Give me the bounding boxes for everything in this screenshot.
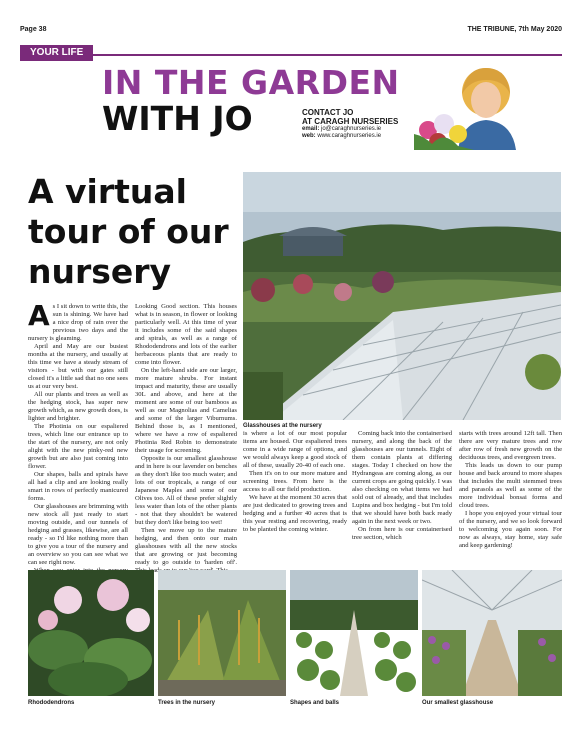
article-column-4	[352, 430, 452, 565]
caption-smallest-glasshouse: Our smallest glasshouse	[422, 700, 494, 706]
article-column-3	[243, 430, 347, 565]
caption-shapes-balls: Shapes and balls	[290, 700, 340, 706]
column-masthead	[20, 64, 562, 150]
paragraph: We have at the moment 30 acres that are just dedicated to growing trees and hedging and a further 40 acres that is this year resting and recovering, ready to be planted the coming winter.	[243, 494, 347, 533]
contact-line1: CONTACT JO	[302, 108, 354, 117]
top-bar	[20, 24, 562, 36]
article-column-5	[459, 430, 562, 565]
photo-shapes-balls	[290, 570, 418, 696]
article-column-1	[28, 299, 128, 566]
paragraph: starts with trees around 12ft tall. Then there are very mature trees and row after row of fresh new growth on the deciduous trees, and evergreen trees.	[459, 430, 562, 461]
paragraph: As I sit down to write this, the sun is shining. We have had a nice drop of rain over the previous two days and the nursery is gleaming.	[28, 299, 128, 342]
web-address[interactable]: www.caraghnurseries.ie	[317, 133, 382, 139]
web-label: web:	[302, 133, 316, 139]
photo-smallest-glasshouse	[422, 570, 562, 696]
paragraph: The Photinia on our espaliered trees, which line our entrance up to the start of the nursery, are not only alight with the new pinky-red new growth but are also just coming into flower.	[28, 423, 128, 470]
paragraph: April and May are our busiest months at the nursery, and usually at this time we have a steady stream of visitors - but with our gates still closed it's a little sad that no one sees us at our very best.	[28, 343, 128, 390]
article-headline: A virtual tour of our nursery	[28, 172, 229, 291]
paragraph: On from here is our containerised tree section, which	[352, 526, 452, 541]
photo-glasshouses	[243, 172, 561, 420]
section-label: YOUR LIFE	[20, 45, 93, 61]
caption-rhododendrons: Rhododendrons	[28, 700, 75, 706]
paragraph: Then we move up to the mature hedging, and then onto our main glasshouses with all the new stocks that are growing or just becoming ready to go outside to 'harden off'. leads	[135, 527, 237, 574]
photo-rhododendrons	[28, 570, 154, 696]
paragraph: Looking Good section. This houses what is in season, in flower or looking particularly well. At this time of year it includes some of the said shapes and spirals, as well as a range of Rhododendrons and lots of the earlier herbaceous plants that are ready to come into flower.	[135, 303, 237, 366]
paragraph: Then it's on to our more mature and screening trees. From here is the access to all our field production.	[243, 470, 347, 493]
caption-main-photo: Glasshouses at the nursery	[243, 423, 322, 429]
paragraph: Our glasshouses are brimming with new stock all just ready to start moving outside, and our tunnels of hedging and grasses, likewise, are all ready - so I'd like nothing more than to give you a tour of the nursery and an overview so you can see what we can see right now.	[28, 503, 128, 566]
article-column-2	[135, 303, 237, 574]
dropcap: A	[28, 299, 50, 332]
caption-trees: Trees in the nursery	[158, 700, 216, 706]
columnist-portrait	[414, 64, 526, 150]
paragraph: Opposite is our smallest glasshouse and in here is our lavender on benches as they don't like too much water; and lots of our tropicals, a range of our Japanese Maples and some of our Olives too. All of these prefer slightly less water than lots of the other plants - not that they shouldn't be watered but they don't like being too wet!	[135, 455, 237, 526]
paragraph: On the left-hand side are our larger, more mature shrubs. For instant impact and maturity, these are usually 30L and above, and here at the moment are some of our bamboos as well as our Magnolias and Camelias and some of the larger Viburnums. Behind those is, as I mentioned, where we have a row of espaliered Photinia Red Robin to demonstrate their usage for screening.	[135, 367, 237, 454]
masthead-line2: WITH JO	[102, 99, 253, 138]
masthead-line1: IN THE GARDEN	[102, 63, 400, 102]
paragraph: Our shapes, balls and spirals have all had a clip and are looking really smart in rows of perfectly manicured forms.	[28, 471, 128, 502]
contact-line2: AT CARAGH NURSERIES	[302, 117, 399, 126]
page-number: Page 38	[20, 26, 47, 33]
paragraph: is where a lot of our most popular items are housed. Our espaliered trees come in a wide range of options, and we would always keep a good stock of all of these, usually 20-40 of each one.	[243, 430, 347, 469]
photo-trees	[158, 570, 286, 696]
paper-name-date: THE TRIBUNE, 7th May 2020	[467, 26, 562, 33]
email-label: email:	[302, 126, 320, 132]
email-address[interactable]: jo@caraghnurseries.ie	[321, 126, 382, 132]
paragraph: This leads us down to our pump house and back around to more shapes that includes the multi stemmed trees and parasols as well as some of the more individual bonsai forms and cloud trees.	[459, 462, 562, 509]
paragraph: Coming back into the containerised nursery, and along the back of the glasshouses are our tunnels. Eight of them contain plants at differing stages. Today I checked on how the Hydrangeas are coming along, as our current crops are going quickly. I was also checking on what items we had sold out of already, and that includes Lupins and box hedging - but I'm told that we should have both back ready again in the next week or two.	[352, 430, 452, 525]
section-tab	[20, 40, 562, 56]
paragraph: I hope you enjoyed your virtual tour of the nursery, and we so look forward to welcoming you again soon. For now as always, stay home, stay safe and keep gardening!	[459, 510, 562, 549]
paragraph: All our plants and trees as well as the hedging stock, has super new growth which, as new growth does, is lighter and brighter.	[28, 391, 128, 422]
